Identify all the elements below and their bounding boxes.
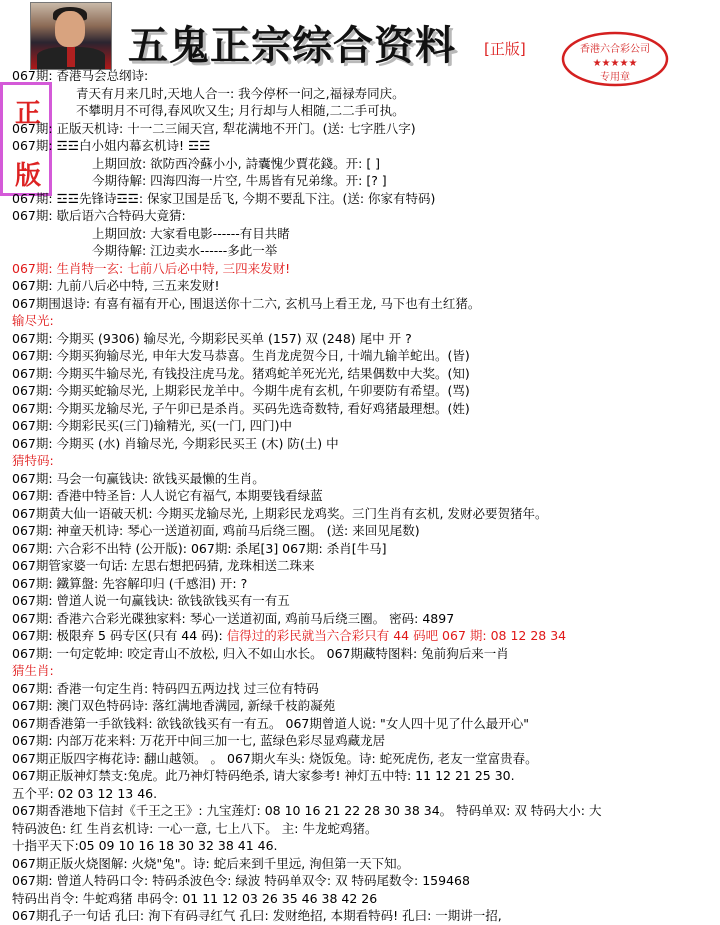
content-line: 猜生肖: — [12, 663, 54, 678]
content-line: 067期: 内部万花来料: 万花开中间三加一七, 蓝绿色彩尽显鸡藏龙居 — [12, 733, 386, 748]
seal-stars: ★★★★★ — [592, 58, 638, 69]
content-line: 067期: 今期买牛输尽光, 有钱投注虎马龙。猪鸡蛇羊死光光, 结果偶数中大奖。(知) — [12, 365, 470, 381]
content-line: 067期: 今期买 (水) 肖输尽光, 今期彩民买王 (木) 防(土) 中 — [12, 435, 339, 451]
content-line: 十指平天下:05 09 10 16 18 30 32 38 41 46. — [12, 838, 278, 853]
content-line: 067期管家婆一句话: 左思右想把码猜, 龙珠相送二珠来 — [12, 558, 315, 573]
content-line: 067期: 神童天机诗: 琴心一送道初面, 鸡前马后绕三圈。 (送: 来回见尾数) — [12, 523, 420, 538]
content-line: 067期: 今期买龙输尽光, 子午卯已是杀肖。买码先选奇数特, 看好鸡猪最理想。(姓) — [12, 400, 470, 416]
content-line: 067期: 马会一句赢钱诀: 欲钱买最懒的生肖。 — [12, 470, 265, 486]
content-line: 067期: 曾道人说一句赢钱诀: 欲钱欲钱买有一有五 — [12, 593, 290, 608]
line-part-plain: 067期: 极限弃 5 码专区(只有 44 码): — [12, 628, 227, 643]
content-lines — [12, 67, 718, 925]
content-line: 青天有月来几时,天地人合一: 我今停杯一问之,福禄寿同庆。 — [76, 85, 405, 101]
content-line: 067期正版四字梅花诗: 翻山越领。 。 067期火车头: 烧饭兔。诗: 蛇死虎伤, 老友一堂富贵春。 — [12, 750, 538, 766]
content-line: 五个平: 02 03 12 13 46. — [12, 785, 158, 801]
content-line: 067期正版火烧图解: 火烧"兔"。诗: 蛇后来到千里远, 洵但第一天下知。 — [12, 855, 410, 871]
content-line: 067期: 今期买蛇输尽光, 上期彩民龙羊中。今期牛虎有玄机, 午卯要防有希望。(骂) — [12, 383, 470, 398]
content-line: 猜特码: — [12, 453, 54, 468]
page-title: 五鬼正宗综合资料 — [128, 22, 456, 69]
content-line: 上期回放: 欲防西冷蘇小小, 詩囊愧少賈花錢。开: [ ] — [92, 155, 381, 171]
content-line: 067期: 生肖特一玄: 七前八后必中特, 三四来发财! — [12, 260, 291, 276]
content-line: 今期待解: 江边卖水------多此一举 — [92, 243, 278, 258]
content-line: 067期: 歇后语六合特码大竟猜: — [12, 208, 186, 223]
content-line: 输尽光: — [12, 313, 54, 328]
content-line: 067期: 香港六合彩光碟独家料: 琴心一送道初面, 鸡前马后绕三圈。 密码: 4897 — [12, 610, 455, 626]
content-line: 067期: 鐵算盤: 先容解印归 (千感泪) 开: ? — [12, 575, 248, 591]
content-line: 特码出肖令: 牛蛇鸡猪 串码令: 01 11 12 03 26 35 46 38 42 26 — [12, 890, 378, 906]
content-line: 067期: 香港一句定生肖: 特码四五两边找 过三位有特码 — [12, 680, 319, 696]
edition-tag: [正版] — [484, 40, 526, 58]
content-line: 067期孔子一句话 孔曰: 洵下有码寻红气 孔曰: 发财绝招, 本期看特码! 孔曰: 一期讲一招, — [12, 908, 502, 923]
seal-bottom-text: 专用章 — [600, 72, 630, 83]
content-line: 067期: ☲☲先锋诗☲☲: 保家卫国是岳飞, 今期不要乱下注。(送: 你家有特码) — [12, 190, 436, 206]
content-line: 067期: 一句定乾坤: 咬定青山不放松, 归入不如山水长。 067期藏特图料: 兔前狗后来一肖 — [12, 645, 509, 661]
content-line: 067期: 今期买狗输尽光, 申年大发马恭喜。生肖龙虎贺今日, 十端九输羊蛇出。(皆) — [12, 348, 470, 363]
content-line: 067期黄大仙一语破天机: 今期买龙输尽光, 上期彩民龙鸡奖。三门生肖有玄机, 发财必要贺猪年。 — [12, 505, 548, 521]
content-line: 067期: 今期买 (9306) 输尽光, 今期彩民买单 (157) 双 (248) 尾中 开 ? — [12, 330, 412, 346]
content-line: 不攀明月不可得,春风吹又生; 月行却与人相随,二二手可执。 — [76, 103, 405, 118]
content-line: 067期: 澳门双色特码诗: 落红满地香满园, 新绿千枝韵凝苑 — [12, 698, 336, 713]
content-line: 067期: 六合彩不出特 (公开版): 067期: 杀尾[3] 067期: 杀肖[牛马] — [12, 540, 387, 556]
content-line: 067期: 九前八后必中特, 三五来发财! — [12, 278, 220, 293]
content-line: 067期: 香港马会总纲诗: — [12, 68, 149, 83]
content-line: 特码波色: 红 生肖玄机诗: 一心一意, 七上八下。 主: 牛龙蛇鸡猪。 — [12, 820, 378, 836]
content-line: 067期: 香港中特圣旨: 人人说它有福气, 本期要钱看绿蓝 — [12, 488, 323, 503]
host-portrait-photo — [30, 2, 112, 70]
content-line: 今期待解: 四海四海一片空, 牛馬皆有兄弟缘。开: [? ] — [92, 173, 387, 188]
content-line: 067期: 曾道人特码口令: 特码杀波色令: 绿波 特码单双令: 双 特码尾数令: 159468 — [12, 873, 470, 888]
seal-top-text: 香港六合彩公司 — [580, 44, 650, 55]
stamp-char-1: 正 — [15, 99, 42, 129]
content-line: 067期围退诗: 有喜有福有开心, 围退送你十二六, 玄机马上看王龙, 马下也有土红猪。 — [12, 295, 481, 311]
content-line: 067期正版神灯禁支:兔虎。此乃神灯特码绝杀, 请大家参考! 神灯五中特: 11 12 21 25 30. — [12, 768, 515, 783]
content-line: 067期: ☲☲白小姐内幕玄机诗! ☲☲ — [12, 138, 211, 153]
content-line: 067期香港地下信封《千王之王》: 九宝莲灯: 08 10 16 21 22 28 30 38 34。 特码单双: 双 特码大小: 大 — [12, 803, 602, 818]
content-line: 上期回放: 大家看电影------有目共睹 — [92, 225, 290, 241]
content-line: 067期香港第一手欲钱料: 欲钱欲钱买有一有五。 067期曾道人说: "女人四十见了什么最开心" — [12, 715, 530, 731]
content-line: 067期: 正版天机诗: 十一二三闹天宫, 犁花满地不开门。(送: 七字胜八字) — [12, 120, 416, 136]
stamp-char-2: 版 — [15, 161, 42, 191]
content-line: 067期: 今期彩民买(三门)输精光, 买(一门, 四门)中 — [12, 418, 292, 433]
line-part-highlight: 信得过的彩民就当六合彩只有 44 码吧 067 期: 08 12 28 34 — [226, 628, 567, 643]
content-line — [12, 627, 718, 645]
